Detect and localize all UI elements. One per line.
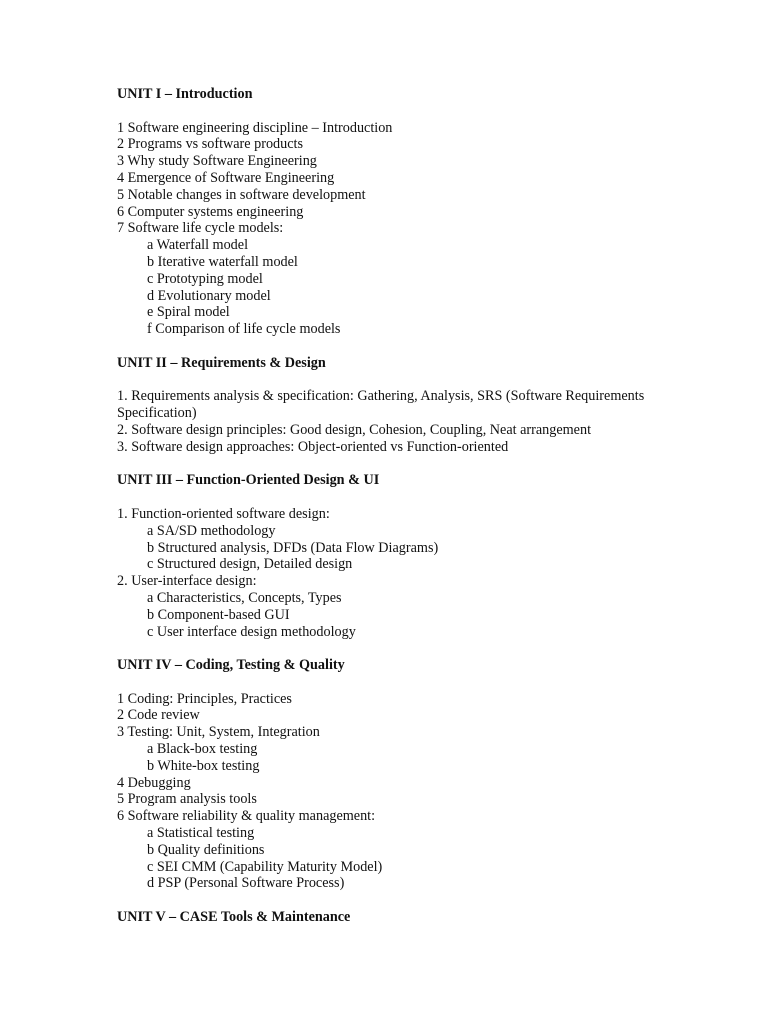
list-item: 3 Testing: Unit, System, Integration [117,724,320,741]
sub-list-item: e Spiral model [147,304,230,321]
sub-list-item: b White-box testing [147,757,260,774]
unit-heading: UNIT I – Introduction [117,86,253,102]
unit-heading: UNIT IV – Coding, Testing & Quality [117,657,345,674]
unit-heading: UNIT II – Requirements & Design [117,354,326,371]
sub-list-item: b Component-based GUI [147,606,290,623]
list-item: 6 Software reliability & quality management: [117,808,376,825]
sub-list-item: d Evolutionary model [147,287,271,304]
sub-list-item: f Comparison of life cycle models [147,321,341,338]
list-item: 2. Software design principles: Good design, Cohesion, Coupling, Neat arrangement [117,421,592,438]
list-item: 5 Notable changes in software development [117,186,366,203]
unit-heading: UNIT V – CASE Tools & Maintenance [117,909,351,926]
unit-section [117,657,657,892]
sub-list-item: a Waterfall model [147,237,249,254]
unit-section [117,86,657,338]
list-item: 2 Code review [117,707,200,724]
sub-list-item: a Characteristics, Concepts, Types [147,589,342,606]
unit-heading: UNIT III – Function-Oriented Design & UI [117,472,380,489]
units-container [117,86,657,926]
sub-list-item: b Structured analysis, DFDs (Data Flow Diagrams) [147,539,439,556]
list-item: 2. User-interface design: [117,573,257,590]
unit-section [117,355,657,456]
sub-list-item: a Black-box testing [147,741,258,758]
sub-list-item: c User interface design methodology [147,623,356,640]
list-item: 1. Requirements analysis & specification: Gathering, Analysis, SRS (Software Requirements Specification) [117,388,645,422]
sub-list-item: a SA/SD methodology [147,522,276,539]
list-item: 1. Function-oriented software design: [117,505,330,522]
unit-section [117,472,657,640]
document-page [117,86,657,943]
unit-section [117,909,657,926]
sub-list-item: c SEI CMM (Capability Maturity Model) [147,858,383,875]
sub-list-item: c Structured design, Detailed design [147,556,353,573]
sub-list-item: c Prototyping model [147,270,263,287]
list-item: 2 Programs vs software products [117,136,303,153]
sub-list-item: b Quality definitions [147,841,265,858]
list-item: 6 Computer systems engineering [117,203,304,220]
list-item: 5 Program analysis tools [117,791,257,808]
list-item: 4 Emergence of Software Engineering [117,169,335,186]
list-item: 1 Coding: Principles, Practices [117,690,292,707]
list-item: 1 Software engineering discipline – Introduction [117,119,393,136]
sub-list-item: a Statistical testing [147,825,255,842]
list-item: 3 Why study Software Engineering [117,153,317,170]
sub-list-item: d PSP (Personal Software Process) [147,875,345,892]
list-item: 3. Software design approaches: Object-oriented vs Function-oriented [117,438,509,455]
sub-list-item: b Iterative waterfall model [147,253,298,270]
list-item: 7 Software life cycle models: [117,220,284,237]
list-item: 4 Debugging [117,774,191,791]
